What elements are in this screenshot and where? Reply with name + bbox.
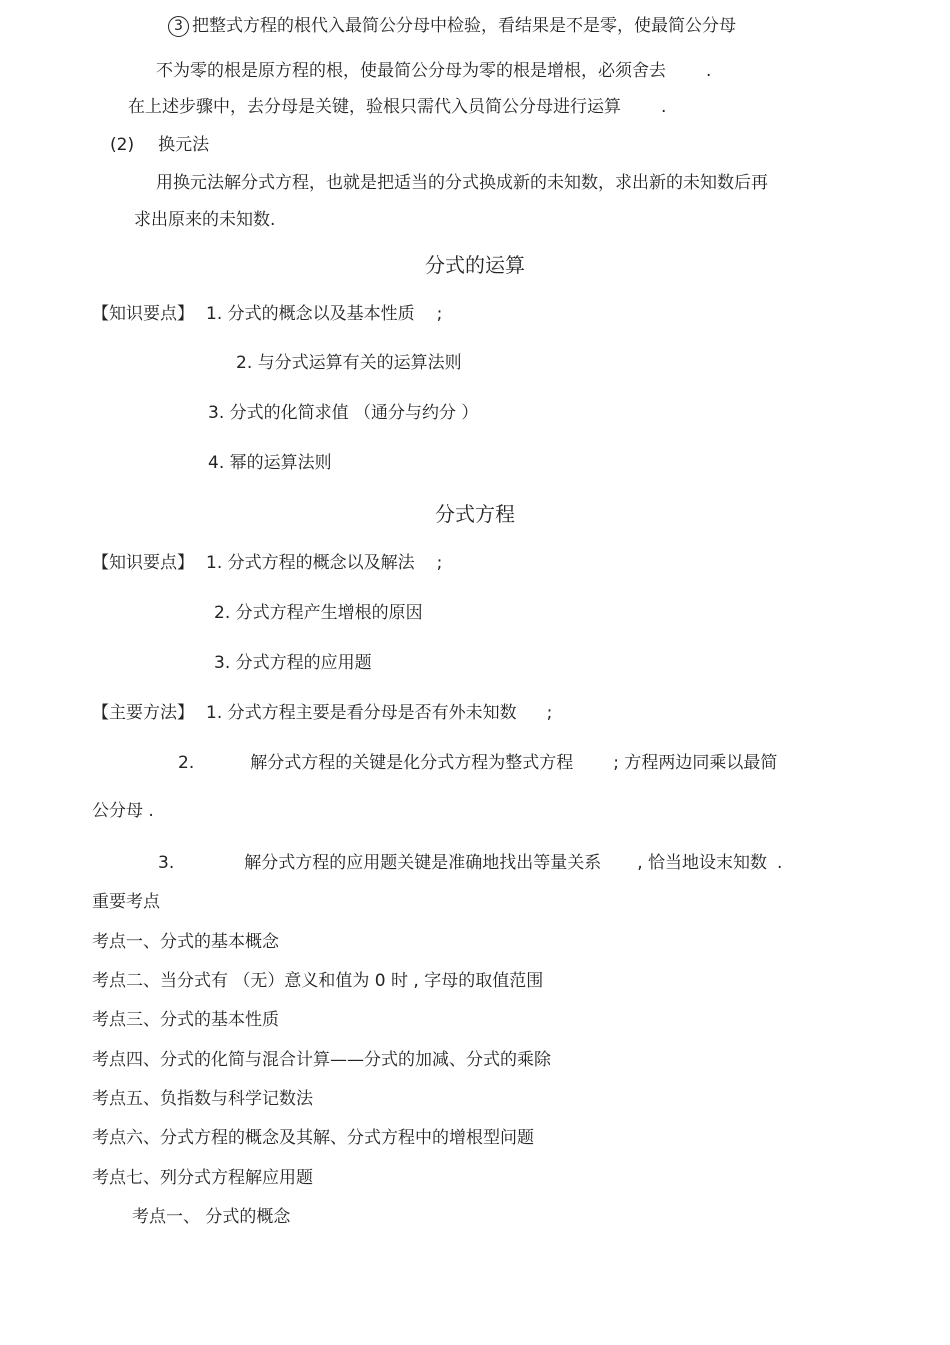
method-2-cont: 公分母 .	[92, 801, 154, 821]
section1-label: 【知识要点】	[92, 304, 194, 324]
key-point-6: 考点六、分式方程的概念及其解、分式方程中的增根型问题	[92, 1128, 534, 1148]
section2-item-1: 1. 分式方程的概念以及解法	[206, 553, 415, 573]
key-point-3: 考点三、分式的基本性质	[92, 1010, 279, 1030]
section2-title: 分式方程	[435, 502, 515, 526]
circled-number-3: 3	[168, 16, 189, 37]
method2-line1: 用换元法解分式方程，也就是把适当的分式换成新的未知数，求出新的未知数后再	[156, 173, 768, 193]
key-point-4: 考点四、分式的化简与混合计算——分式的加减、分式的乘除	[92, 1050, 551, 1070]
section2-item-2: 2. 分式方程产生增根的原因	[214, 603, 423, 623]
note-line: 在上述步骤中，去分母是关键，验根只需代入员简公分母进行运算 .	[128, 97, 667, 117]
key-point-2: 考点二、当分式有 （无）意义和值为 0 时 , 字母的取值范围	[92, 971, 544, 991]
method-1: 1. 分式方程主要是看分母是否有外未知数	[206, 703, 517, 723]
key-points-heading: 重要考点	[92, 892, 160, 912]
section1-item-2: 2. 与分式运算有关的运算法则	[236, 353, 462, 373]
method-2: 解分式方程的关键是化分式方程为整式方程	[250, 753, 574, 773]
method-row-3: 3. 解分式方程的应用题关键是准确地找出等量关系 , 恰当地设末知数 .	[158, 853, 783, 873]
method-3: 解分式方程的应用题关键是准确地找出等量关系	[244, 853, 602, 873]
key-point-7: 考点七、列分式方程解应用题	[92, 1168, 313, 1188]
method-label: 【主要方法】	[92, 703, 194, 723]
method2-line2: 求出原来的未知数.	[134, 210, 276, 230]
section1-item-3: 3. 分式的化简求值 （通分与约分 ）	[208, 403, 479, 423]
section1-label-row: 【知识要点】 1. 分式的概念以及基本性质 ;	[92, 304, 443, 324]
key-point-1-subheading: 考点一、 分式的概念	[132, 1207, 291, 1227]
method-row-1: 【主要方法】 1. 分式方程主要是看分母是否有外未知数 ;	[92, 703, 553, 723]
key-point-5: 考点五、负指数与科学记数法	[92, 1089, 313, 1109]
section2-item-3: 3. 分式方程的应用题	[214, 653, 372, 673]
key-point-1: 考点一、分式的基本概念	[92, 932, 279, 952]
method-row-2: 2. 解分式方程的关键是化分式方程为整式方程 ; 方程两边同乘以最简	[178, 753, 778, 773]
method2-heading: (2) 换元法	[110, 135, 210, 155]
section1-item-4: 4. 幂的运算法则	[208, 453, 332, 473]
section1-item-1: 1. 分式的概念以及基本性质	[206, 304, 415, 324]
section2-label-row: 【知识要点】 1. 分式方程的概念以及解法 ;	[92, 553, 443, 573]
section1-title: 分式的运算	[425, 253, 525, 277]
step3-line1: 3 把整式方程的根代入最简公分母中检验，看结果是不是零，使最简公分母	[168, 15, 736, 37]
step3-line2: 不为零的根是原方程的根，使最简公分母为零的根是增根，必须舍去 .	[156, 61, 712, 81]
section2-label: 【知识要点】	[92, 553, 194, 573]
